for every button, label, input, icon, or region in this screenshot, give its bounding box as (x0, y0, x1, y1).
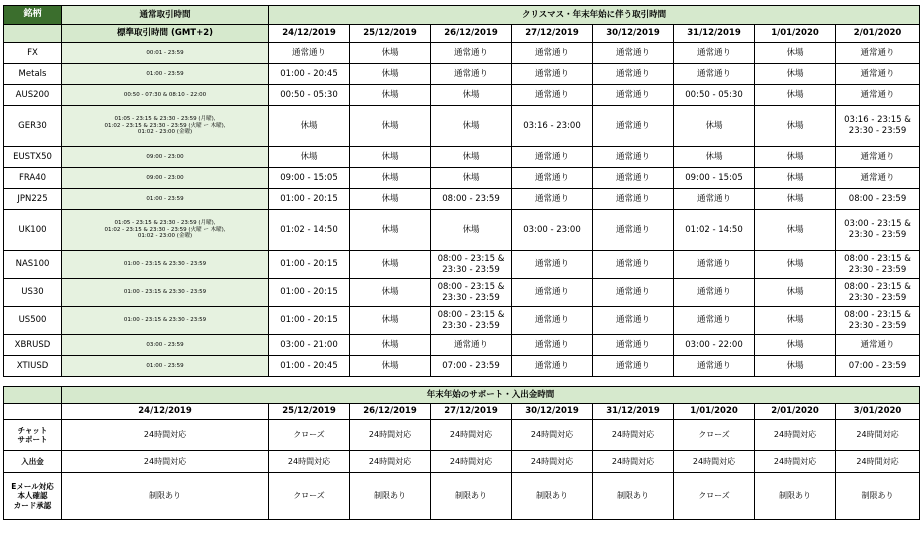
holiday-hours-cell: 通常通り (431, 64, 512, 85)
holiday-hours-cell: 08:00 - 23:15 & 23:30 - 23:59 (431, 279, 512, 307)
holiday-hours-cell: 01:00 - 20:15 (269, 189, 350, 210)
holiday-hours-cell: 通常通り (593, 335, 674, 356)
instrument-name: AUS200 (4, 85, 62, 106)
holiday-hours-cell: 08:00 - 23:15 & 23:30 - 23:59 (836, 251, 920, 279)
support-cell: 24時間対応 (593, 451, 674, 473)
holiday-hours-cell: 休場 (755, 279, 836, 307)
holiday-hours-cell: 08:00 - 23:15 & 23:30 - 23:59 (431, 307, 512, 335)
holiday-hours-cell: 休場 (350, 85, 431, 106)
holiday-hours-cell: 休場 (755, 356, 836, 377)
holiday-hours-cell: 休場 (755, 85, 836, 106)
support-cell: クローズ (674, 420, 755, 451)
table-row (4, 356, 920, 377)
support-date-header: 26/12/2019 (350, 404, 431, 420)
holiday-hours-cell: 通常通り (512, 64, 593, 85)
table-row (4, 106, 920, 147)
holiday-hours-cell: 休場 (674, 106, 755, 147)
holiday-hours-cell: 休場 (350, 64, 431, 85)
regular-schedule: 01:00 - 23:59 (62, 64, 269, 85)
holiday-hours-cell: 休場 (350, 43, 431, 64)
support-cell: 制限あり (512, 473, 593, 520)
support-cell: 24時間対応 (350, 451, 431, 473)
support-cell: 24時間対応 (836, 420, 920, 451)
instrument-name: EUSTX50 (4, 147, 62, 168)
regular-schedule: 01:00 - 23:15 & 23:30 - 23:59 (62, 307, 269, 335)
holiday-hours-cell: 08:00 - 23:15 & 23:30 - 23:59 (836, 279, 920, 307)
instrument-name: XTIUSD (4, 356, 62, 377)
holiday-hours-cell: 通常通り (593, 85, 674, 106)
support-date-header: 24/12/2019 (62, 404, 269, 420)
holiday-hours-cell: 通常通り (593, 106, 674, 147)
holiday-hours-cell: 休場 (431, 147, 512, 168)
table-row (4, 168, 920, 189)
table-row (4, 43, 920, 64)
holiday-hours-cell: 休場 (755, 307, 836, 335)
instrument-name: FRA40 (4, 168, 62, 189)
table-row (4, 210, 920, 251)
holiday-hours-cell: 休場 (269, 147, 350, 168)
support-row (4, 420, 920, 451)
date-header: 2/01/2020 (836, 25, 920, 43)
regular-schedule: 01:05 - 23:15 & 23:30 - 23:59 (月曜), 01:02 - 23:15 & 23:30 - 23:59 (火曜 ー 木曜), 01:02 - 23:00 (金曜) (62, 210, 269, 251)
holiday-hours-cell: 休場 (755, 43, 836, 64)
instrument-name: US30 (4, 279, 62, 307)
holiday-hours-cell: 通常通り (836, 335, 920, 356)
regular-schedule: 01:00 - 23:15 & 23:30 - 23:59 (62, 251, 269, 279)
holiday-hours-cell: 休場 (350, 307, 431, 335)
holiday-hours-cell: 通常通り (593, 210, 674, 251)
instrument-name: US500 (4, 307, 62, 335)
holiday-hours-cell: 07:00 - 23:59 (431, 356, 512, 377)
holiday-hours-cell: 00:50 - 05:30 (674, 85, 755, 106)
holiday-hours-cell: 休場 (755, 189, 836, 210)
date-header: 25/12/2019 (350, 25, 431, 43)
table-row (4, 85, 920, 106)
support-date-header: 3/01/2020 (836, 404, 920, 420)
table-row (4, 251, 920, 279)
holiday-hours-cell: 03:16 - 23:15 & 23:30 - 23:59 (836, 106, 920, 147)
holiday-hours-cell: 通常通り (512, 168, 593, 189)
holiday-hours-cell: 休場 (755, 335, 836, 356)
holiday-hours-cell: 通常通り (674, 189, 755, 210)
holiday-hours-cell: 通常通り (431, 43, 512, 64)
holiday-hours-cell: 08:00 - 23:15 & 23:30 - 23:59 (836, 307, 920, 335)
holiday-hours-cell: 01:02 - 14:50 (674, 210, 755, 251)
instrument-name: JPN225 (4, 189, 62, 210)
regular-schedule: 00:01 - 23:59 (62, 43, 269, 64)
holiday-hours-cell: 通常通り (593, 64, 674, 85)
holiday-hours-cell: 休場 (755, 210, 836, 251)
support-cell: 制限あり (593, 473, 674, 520)
standard-time-header: 標準取引時間 (GMT+2) (62, 25, 269, 43)
support-date-header: 25/12/2019 (269, 404, 350, 420)
holiday-hours-cell: 通常通り (836, 43, 920, 64)
table-row (4, 279, 920, 307)
holiday-hours-cell: 通常通り (512, 147, 593, 168)
support-cell: クローズ (269, 420, 350, 451)
regular-schedule: 01:05 - 23:15 & 23:30 - 23:59 (月曜), 01:02 - 23:15 & 23:30 - 23:59 (火曜 ー 木曜), 01:02 - 23:00 (金曜) (62, 106, 269, 147)
holiday-hours-cell: 休場 (755, 147, 836, 168)
support-cell: 24時間対応 (755, 451, 836, 473)
holiday-hours-cell: 03:00 - 23:15 & 23:30 - 23:59 (836, 210, 920, 251)
regular-schedule: 09:00 - 23:00 (62, 147, 269, 168)
holiday-hours-cell: 通常通り (593, 279, 674, 307)
support-cell: 24時間対応 (674, 451, 755, 473)
support-cell: 24時間対応 (350, 420, 431, 451)
support-row (4, 473, 920, 520)
holiday-hours-cell: 通常通り (674, 356, 755, 377)
support-cell: 24時間対応 (836, 451, 920, 473)
holiday-hours-cell: 休場 (431, 210, 512, 251)
holiday-hours-cell: 休場 (755, 106, 836, 147)
table-row (4, 335, 920, 356)
holiday-hours-cell: 01:00 - 20:15 (269, 251, 350, 279)
instrument-name: Metals (4, 64, 62, 85)
holiday-hours-cell: 通常通り (512, 251, 593, 279)
holiday-hours-cell: 休場 (350, 106, 431, 147)
holiday-hours-cell: 休場 (431, 85, 512, 106)
support-cell: 24時間対応 (755, 420, 836, 451)
holiday-hours-cell: 休場 (269, 106, 350, 147)
support-date-header: 27/12/2019 (431, 404, 512, 420)
holiday-hours-cell: 通常通り (593, 168, 674, 189)
support-cell: 制限あり (62, 473, 269, 520)
holiday-hours-cell: 休場 (350, 168, 431, 189)
instrument-name: GER30 (4, 106, 62, 147)
support-cell: 24時間対応 (269, 451, 350, 473)
holiday-hours-cell: 休場 (350, 251, 431, 279)
holiday-hours-cell: 通常通り (836, 147, 920, 168)
holiday-hours-cell: 休場 (755, 168, 836, 189)
support-hours-table (3, 386, 920, 520)
support-cell: 制限あり (431, 473, 512, 520)
date-header: 27/12/2019 (512, 25, 593, 43)
holiday-hours-cell: 03:00 - 23:00 (512, 210, 593, 251)
regular-schedule: 01:00 - 23:59 (62, 189, 269, 210)
support-cell: クローズ (269, 473, 350, 520)
instrument-name: NAS100 (4, 251, 62, 279)
holiday-hours-cell: 03:16 - 23:00 (512, 106, 593, 147)
support-cell: クローズ (674, 473, 755, 520)
support-cell: 24時間対応 (512, 420, 593, 451)
holiday-hours-cell: 通常通り (674, 251, 755, 279)
blank-header-cell (4, 25, 62, 43)
holiday-hours-cell: 通常通り (593, 251, 674, 279)
instrument-name: FX (4, 43, 62, 64)
regular-schedule: 03:00 - 23:59 (62, 335, 269, 356)
table-row (4, 64, 920, 85)
holiday-hours-cell: 通常通り (512, 85, 593, 106)
holiday-hours-cell: 通常通り (512, 43, 593, 64)
support-cell: 制限あり (755, 473, 836, 520)
support-cell: 24時間対応 (431, 451, 512, 473)
holiday-hours-cell: 08:00 - 23:59 (836, 189, 920, 210)
holiday-hours-cell: 01:00 - 20:45 (269, 356, 350, 377)
holiday-hours-cell: 休場 (350, 279, 431, 307)
holiday-hours-cell: 休場 (674, 147, 755, 168)
support-label: Eメール対応 本人確認 カード承認 (4, 473, 62, 520)
holiday-hours-cell: 通常通り (593, 307, 674, 335)
holiday-hours-cell: 通常通り (431, 335, 512, 356)
holiday-hours-cell: 休場 (755, 251, 836, 279)
date-header: 24/12/2019 (269, 25, 350, 43)
holiday-hours-cell: 通常通り (512, 307, 593, 335)
holiday-hours-cell: 03:00 - 21:00 (269, 335, 350, 356)
holiday-hours-cell: 01:00 - 20:15 (269, 307, 350, 335)
holiday-hours-cell: 通常通り (593, 356, 674, 377)
date-header: 31/12/2019 (674, 25, 755, 43)
support-title: 年末年始のサポート・入出金時間 (62, 387, 920, 404)
instrument-header: 銘柄 (4, 6, 62, 25)
regular-schedule: 09:00 - 23:00 (62, 168, 269, 189)
instrument-name: XBRUSD (4, 335, 62, 356)
support-cell: 制限あり (836, 473, 920, 520)
holiday-hours-cell: 通常通り (674, 43, 755, 64)
support-cell: 24時間対応 (62, 451, 269, 473)
support-cell: 24時間対応 (593, 420, 674, 451)
date-header: 1/01/2020 (755, 25, 836, 43)
regular-schedule: 00:50 - 07:30 & 08:10 - 22:00 (62, 85, 269, 106)
holiday-hours-cell: 09:00 - 15:05 (269, 168, 350, 189)
holiday-hours-cell: 休場 (350, 356, 431, 377)
holiday-hours-cell: 通常通り (836, 64, 920, 85)
support-date-header: 31/12/2019 (593, 404, 674, 420)
regular-schedule: 01:00 - 23:15 & 23:30 - 23:59 (62, 279, 269, 307)
holiday-hours-cell: 通常通り (593, 147, 674, 168)
table-row (4, 307, 920, 335)
holiday-hours-cell: 01:00 - 20:15 (269, 279, 350, 307)
regular-schedule: 01:00 - 23:59 (62, 356, 269, 377)
support-row (4, 451, 920, 473)
table-row (4, 147, 920, 168)
holiday-hours-cell: 07:00 - 23:59 (836, 356, 920, 377)
holiday-hours-cell: 通常通り (512, 335, 593, 356)
holiday-hours-cell: 09:00 - 15:05 (674, 168, 755, 189)
holiday-hours-cell: 休場 (431, 106, 512, 147)
holiday-hours-cell: 通常通り (512, 189, 593, 210)
holiday-hours-cell: 休場 (350, 210, 431, 251)
holiday-hours-cell: 01:02 - 14:50 (269, 210, 350, 251)
holiday-hours-cell: 通常通り (593, 43, 674, 64)
holiday-hours-cell: 休場 (755, 64, 836, 85)
holiday-hours-cell: 通常通り (593, 189, 674, 210)
holiday-hours-cell: 休場 (350, 147, 431, 168)
holiday-hours-cell: 通常通り (512, 279, 593, 307)
holiday-hours-cell: 通常通り (836, 85, 920, 106)
trading-hours-table (3, 5, 920, 377)
table-row (4, 189, 920, 210)
support-cell: 24時間対応 (512, 451, 593, 473)
date-header: 30/12/2019 (593, 25, 674, 43)
support-blank-cell (4, 404, 62, 420)
date-header: 26/12/2019 (431, 25, 512, 43)
support-cell: 24時間対応 (431, 420, 512, 451)
holiday-hours-cell: 休場 (350, 189, 431, 210)
holiday-hours-cell: 01:00 - 20:45 (269, 64, 350, 85)
holiday-hours-cell: 通常通り (269, 43, 350, 64)
instrument-name: UK100 (4, 210, 62, 251)
support-label: チャット サポート (4, 420, 62, 451)
holiday-hours-cell: 00:50 - 05:30 (269, 85, 350, 106)
support-date-header: 30/12/2019 (512, 404, 593, 420)
holiday-hours-cell: 通常通り (836, 168, 920, 189)
holiday-hours-cell: 08:00 - 23:59 (431, 189, 512, 210)
holiday-hours-cell: 通常通り (512, 356, 593, 377)
holiday-hours-cell: 通常通り (674, 307, 755, 335)
support-cell: 制限あり (350, 473, 431, 520)
support-corner-cell (4, 387, 62, 404)
holiday-hours-cell: 休場 (431, 168, 512, 189)
holiday-hours-cell: 03:00 - 22:00 (674, 335, 755, 356)
support-date-header: 1/01/2020 (674, 404, 755, 420)
holiday-hours-cell: 通常通り (674, 279, 755, 307)
support-date-header: 2/01/2020 (755, 404, 836, 420)
regular-hours-header: 通常取引時間 (62, 6, 269, 25)
holiday-hours-cell: 休場 (350, 335, 431, 356)
support-cell: 24時間対応 (62, 420, 269, 451)
holiday-hours-header: クリスマス・年末年始に伴う取引時間 (269, 6, 920, 25)
support-label: 入出金 (4, 451, 62, 473)
holiday-hours-cell: 通常通り (674, 64, 755, 85)
holiday-hours-cell: 08:00 - 23:15 & 23:30 - 23:59 (431, 251, 512, 279)
